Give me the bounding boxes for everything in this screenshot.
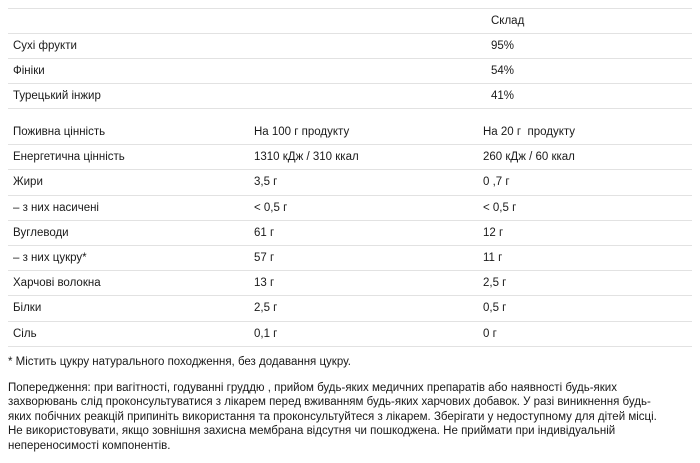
table-row	[8, 34, 692, 59]
composition-header-row	[8, 9, 692, 34]
nutrient-per20: 0,5 г	[478, 296, 692, 321]
table-row	[8, 296, 692, 321]
table-row	[8, 59, 692, 84]
ingredient-percent: 41%	[486, 84, 692, 109]
ingredient-name: Фініки	[8, 59, 486, 84]
ingredient-name: Сухі фрукти	[8, 34, 486, 59]
warning-line: непереносимості компонентів.	[8, 439, 171, 452]
nutrient-name: Білки	[8, 296, 249, 321]
nutrition-header-row	[8, 120, 692, 145]
nutrient-per100: 0,1 г	[249, 321, 478, 346]
nutrient-name: Жири	[8, 170, 249, 195]
nutrient-per20: 12 г	[478, 220, 692, 245]
nutrition-header-name: Поживна цінність	[8, 120, 249, 145]
nutrient-per20: 0 ,7 г	[478, 170, 692, 195]
table-row	[8, 195, 692, 220]
nutrient-per20: 0 г	[478, 321, 692, 346]
sugar-footnote: * Містить цукру натурального походження, без додавання цукру.	[8, 356, 351, 368]
ingredient-percent: 95%	[486, 34, 692, 59]
nutrient-per20: < 0,5 г	[478, 195, 692, 220]
warning-line: захворювань слід проконсультуватися з лікарем перед вживанням будь-яких харчових добавок. У разі виникнення будь-	[8, 396, 651, 409]
ingredient-name: Турецький інжир	[8, 84, 486, 109]
nutrient-per20: 11 г	[478, 245, 692, 270]
warning-text	[8, 381, 692, 453]
composition-header-empty	[8, 9, 486, 34]
warning-line: Не використовувати, якщо зовнішня захисна мембрана відсутня чи пошкоджена. Не приймати при індивідуальній	[8, 425, 616, 438]
table-row	[8, 271, 692, 296]
nutrient-per100: 2,5 г	[249, 296, 478, 321]
nutrition-table	[8, 120, 692, 347]
nutrient-per100: 3,5 г	[249, 170, 478, 195]
nutrient-name: – з них насичені	[8, 195, 249, 220]
nutrient-name: Вуглеводи	[8, 220, 249, 245]
nutrient-per100: 57 г	[249, 245, 478, 270]
nutrition-header-per100: На 100 г продукту	[249, 120, 478, 145]
ingredient-percent: 54%	[486, 59, 692, 84]
warning-line: яких побічних реакцій припиніть використання та проконсультуйтеся з лікарем. Зберігати у недоступному для дітей місці.	[8, 410, 657, 423]
nutrient-name: – з них цукру*	[8, 245, 249, 270]
nutrient-per100: 61 г	[249, 220, 478, 245]
nutrient-per20: 260 кДж / 60 ккал	[478, 145, 692, 170]
nutrient-per100: < 0,5 г	[249, 195, 478, 220]
warning-line: Попередження: при вагітності, годуванні груддю , прийом будь-яких медичних препаратів або наявності будь-яких	[8, 382, 617, 394]
table-row	[8, 321, 692, 346]
nutrient-name: Харчові волокна	[8, 271, 249, 296]
table-row	[8, 84, 692, 109]
nutrient-name: Енергетична цінність	[8, 145, 249, 170]
nutrient-per20: 2,5 г	[478, 271, 692, 296]
table-row	[8, 245, 692, 270]
table-row	[8, 145, 692, 170]
nutrient-name: Сіль	[8, 321, 249, 346]
nutrition-header-per20: На 20 г продукту	[478, 120, 692, 145]
table-row	[8, 170, 692, 195]
composition-table	[8, 8, 692, 109]
nutrient-per100: 1310 кДж / 310 ккал	[249, 145, 478, 170]
composition-header-label: Склад	[486, 9, 692, 34]
table-row	[8, 220, 692, 245]
nutrient-per100: 13 г	[249, 271, 478, 296]
